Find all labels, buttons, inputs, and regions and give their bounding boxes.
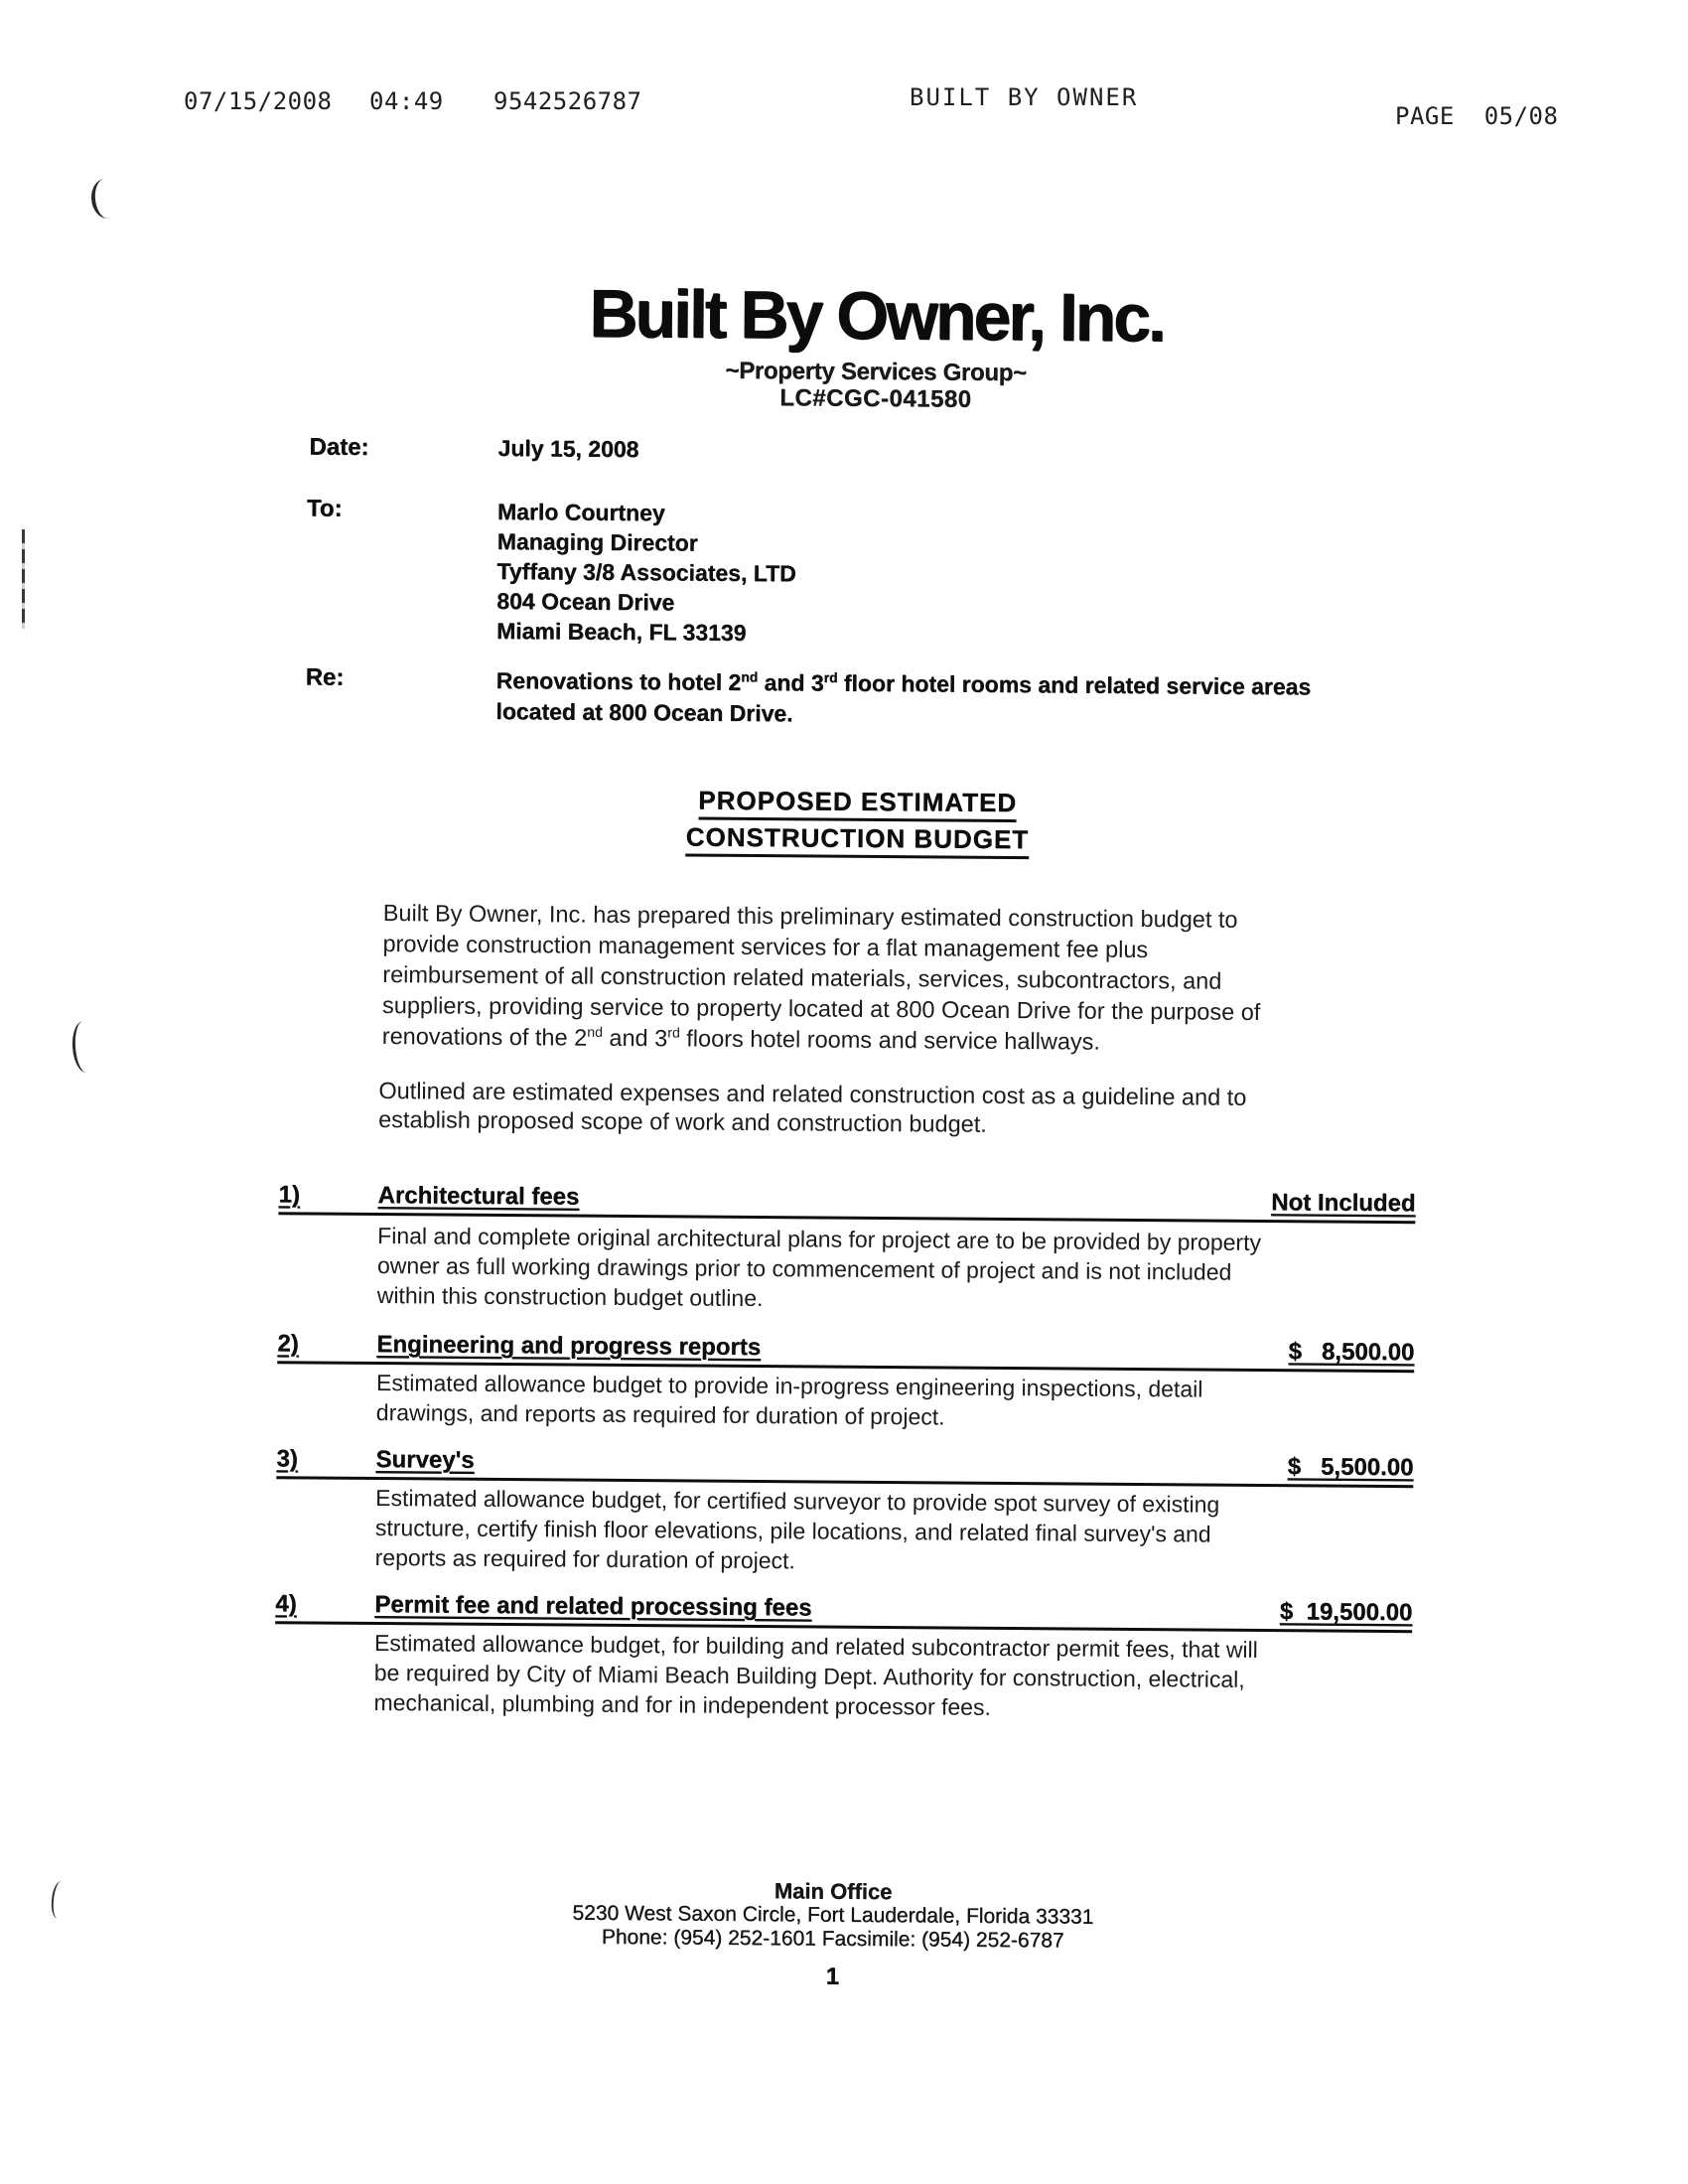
company-license-number: LC#CGC-041580: [779, 384, 972, 413]
re-subject-line2: located at 800 Ocean Drive.: [495, 697, 793, 727]
re-subject: [495, 665, 1449, 735]
footer-phone-fax: Phone: (954) 252-1601 Facsimile: (954) 252-6787: [601, 1925, 1064, 1953]
text-line: suppliers, providing service to property located at 800 Ocean Drive for the purpose of: [381, 992, 1261, 1026]
fax-header-number: 9542526787: [493, 87, 642, 115]
section-heading-line1: PROPOSED ESTIMATED: [698, 785, 1017, 823]
intro-paragraph-2: [378, 1077, 1246, 1141]
ordinal-superscript: nd: [587, 1023, 604, 1040]
text-line: mechanical, plumbing and for in independent processor fees.: [373, 1689, 992, 1720]
budget-item-number: 4): [275, 1590, 297, 1618]
budget-item-1-description: [377, 1221, 1261, 1317]
budget-item-number: 3): [276, 1445, 298, 1473]
budget-item-3-description: [375, 1483, 1220, 1579]
text-line: Estimated allowance budget, for building and related subcontractor permit fees, that will: [373, 1630, 1258, 1664]
intro-paragraph-1: [382, 898, 1262, 1059]
section-heading: [162, 780, 1553, 864]
date-label: Date:: [309, 433, 369, 461]
text-line: reports as required for duration of project.: [374, 1544, 795, 1574]
page-number: 1: [825, 1963, 840, 1990]
budget-item-amount: $ 8,500.00: [1288, 1338, 1415, 1367]
text-line: Built By Owner, Inc. has prepared this preliminary estimated construction budget to: [382, 900, 1238, 933]
text-line: provide construction management services for a flat management fee plus: [382, 931, 1149, 963]
fax-header-page-indicator: PAGE 05/08: [1395, 102, 1559, 130]
company-tagline: ~Property Services Group~: [725, 357, 1027, 387]
text-line: structure, certify finish floor elevations, pile locations, and related final survey's and: [374, 1515, 1211, 1547]
footer-office-label: Main Office: [774, 1878, 893, 1905]
text-line: Marlo Courtney: [496, 498, 665, 526]
budget-item-amount: $ 5,500.00: [1287, 1453, 1414, 1482]
budget-item-4-header: [275, 1587, 1412, 1633]
text-line: owner as full working drawings prior to commencement of project and is not included: [376, 1252, 1232, 1285]
budget-item-title: Architectural fees: [377, 1182, 580, 1211]
ordinal-superscript: nd: [741, 669, 759, 685]
text-line: within this construction budget outline.: [376, 1282, 764, 1312]
text-line: Estimated allowance budget to provide in-progress engineering inspections, detail: [375, 1370, 1203, 1402]
budget-item-3-header: [276, 1442, 1413, 1488]
intro-paragraph-1-lastline: renovations of the 2nd and 3rd floors hotel rooms and service hallways.: [381, 1023, 1101, 1055]
intro-paragraph-1-lines: [382, 898, 1261, 1028]
date-value: July 15, 2008: [497, 434, 639, 463]
text-line: Outlined are estimated expenses and related construction cost as a guideline and to: [378, 1078, 1247, 1110]
section-heading-line2: CONSTRUCTION BUDGET: [686, 820, 1030, 859]
ordinal-superscript: rd: [823, 669, 838, 685]
text-line: reimbursement of all construction related materials, services, subcontractors, and: [382, 961, 1222, 994]
text-line: be required by City of Miami Beach Building Dept. Authority for construction, electrical,: [373, 1660, 1245, 1692]
budget-item-title: Engineering and progress reports: [376, 1331, 762, 1362]
fax-header-sender: BUILT BY OWNER: [910, 83, 1139, 111]
footer-address: 5230 West Saxon Circle, Fort Lauderdale, Florida 33331: [572, 1901, 1094, 1929]
budget-item-number: 1): [278, 1181, 301, 1209]
budget-item-number: 2): [277, 1330, 299, 1358]
text-line: 804 Ocean Drive: [496, 587, 675, 616]
text-line: establish proposed scope of work and construction budget.: [378, 1106, 987, 1137]
budget-item-2-description: [376, 1368, 1203, 1434]
text-line: Miami Beach, FL 33139: [495, 617, 747, 646]
budget-item-title: Permit fee and related processing fees: [374, 1591, 812, 1622]
budget-item-1-header: [278, 1178, 1415, 1224]
budget-item-2-header: [277, 1327, 1414, 1373]
company-name: Built By Owner, Inc.: [588, 275, 1165, 357]
budget-item-amount: $ 19,500.00: [1279, 1598, 1413, 1627]
re-subject-line1: Renovations to hotel 2nd and 3rd floor hotel rooms and related service areas: [495, 666, 1312, 700]
to-label: To:: [306, 495, 343, 522]
text-line: Estimated allowance budget, for certified surveyor to provide spot survey of existing: [375, 1485, 1220, 1518]
text-line: drawings, and reports as required for duration of project.: [375, 1399, 945, 1430]
fax-header-time: 04:49: [369, 87, 444, 115]
budget-item-title: Survey's: [375, 1446, 475, 1474]
ordinal-superscript: rd: [667, 1024, 680, 1041]
text-line: Managing Director: [496, 527, 698, 556]
text-line: Tyffany 3/8 Associates, LTD: [496, 557, 796, 587]
budget-item-4-description: [373, 1628, 1258, 1724]
budget-item-amount: Not Included: [1271, 1189, 1416, 1218]
re-label: Re:: [305, 663, 345, 691]
fax-header-date: 07/15/2008: [184, 87, 333, 115]
footer-office-block: [138, 1874, 1529, 1957]
text-line: Final and complete original architectural plans for project are to be provided by property: [377, 1223, 1262, 1256]
recipient-address-block: [496, 497, 796, 648]
